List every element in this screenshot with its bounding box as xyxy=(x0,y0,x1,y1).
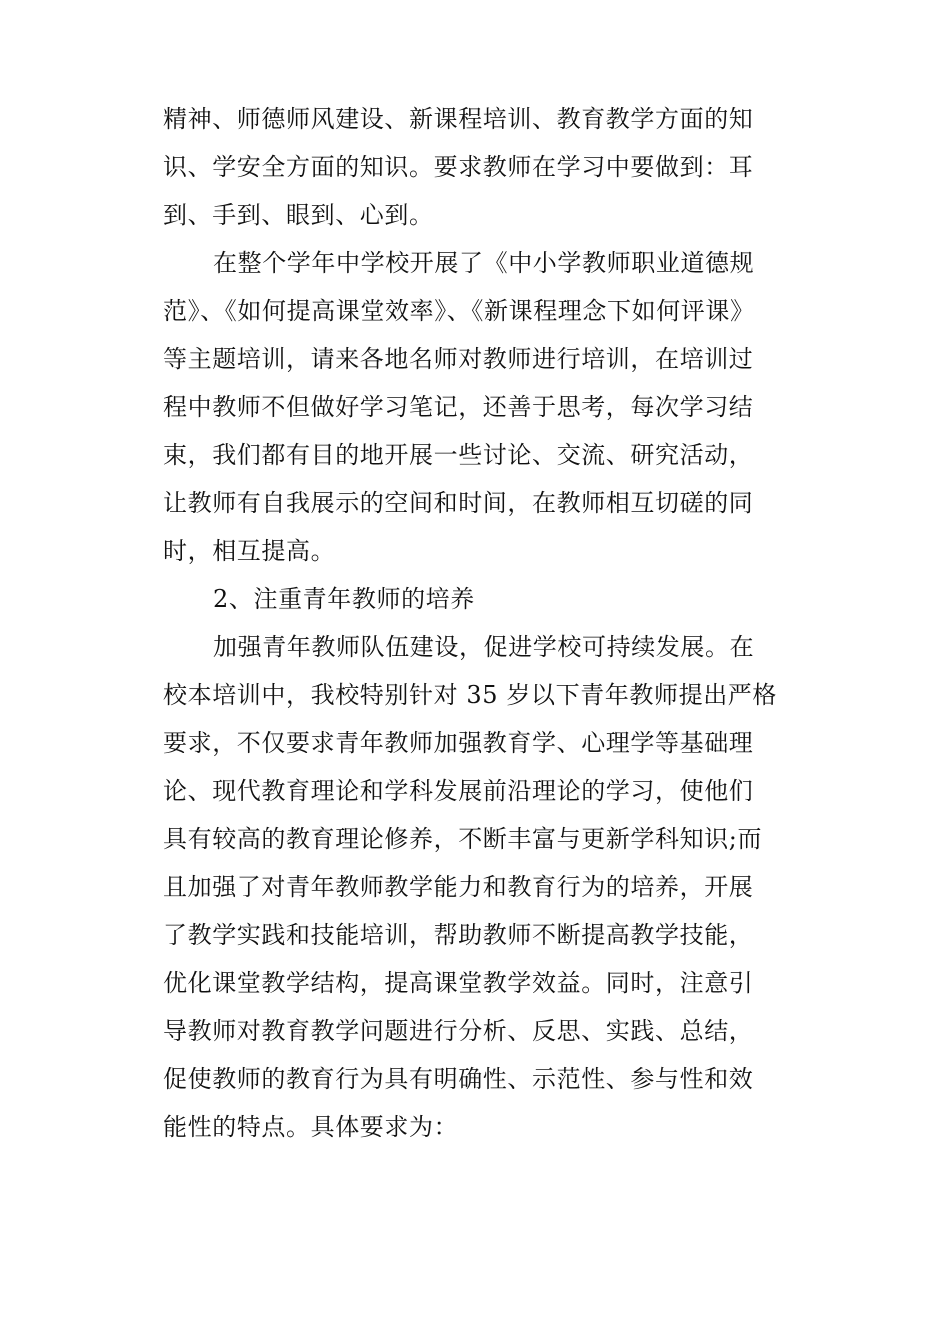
text-line: 到、手到、眼到、心到。 xyxy=(163,201,434,229)
text-line: 加强青年教师队伍建设，促进学校可持续发展。在 xyxy=(213,633,755,661)
text-line: 等主题培训，请来各地名师对教师进行培训，在培训过 xyxy=(163,345,754,373)
text-line: 促使教师的教育行为具有明确性、示范性、参与性和效 xyxy=(163,1065,754,1093)
text-line: 具有较高的教育理论修养，不断丰富与更新学科知识;而 xyxy=(163,825,763,853)
text-line: 要求，不仅要求青年教师加强教育学、心理学等基础理 xyxy=(163,729,754,757)
text-line: 优化课堂教学结构，提高课堂教学效益。同时，注意引 xyxy=(163,969,754,997)
text-line: 让教师有自我展示的空间和时间，在教师相互切磋的同 xyxy=(163,489,754,517)
text-line: 导教师对教育教学问题进行分析、反思、实践、总结， xyxy=(163,1017,754,1045)
text-line: 校本培训中，我校特别针对 35 岁以下青年教师提出严格 xyxy=(163,681,777,709)
text-line: 精神、师德师风建设、新课程培训、教育教学方面的知 xyxy=(163,105,754,133)
text-line: 束，我们都有目的地开展一些讨论、交流、研究活动， xyxy=(163,441,754,469)
text-line: 范》、《如何提高课堂效率》、《新课程理念下如何评课》 xyxy=(163,297,755,325)
text-line: 且加强了对青年教师教学能力和教育行为的培养，开展 xyxy=(163,873,754,901)
text-line: 识、学安全方面的知识。要求教师在学习中要做到：耳 xyxy=(163,153,754,181)
text-line: 能性的特点。具体要求为： xyxy=(163,1113,459,1141)
text-line: 2、注重青年教师的培养 xyxy=(213,585,475,613)
document-body xyxy=(163,95,788,1151)
text-line: 论、现代教育理论和学科发展前沿理论的学习，使他们 xyxy=(163,777,754,805)
text-line: 了教学实践和技能培训，帮助教师不断提高教学技能， xyxy=(163,921,754,949)
text-line: 在整个学年中学校开展了《中小学教师职业道德规 xyxy=(213,249,755,277)
text-line: 时，相互提高。 xyxy=(163,537,336,565)
text-line: 程中教师不但做好学习笔记，还善于思考，每次学习结 xyxy=(163,393,754,421)
